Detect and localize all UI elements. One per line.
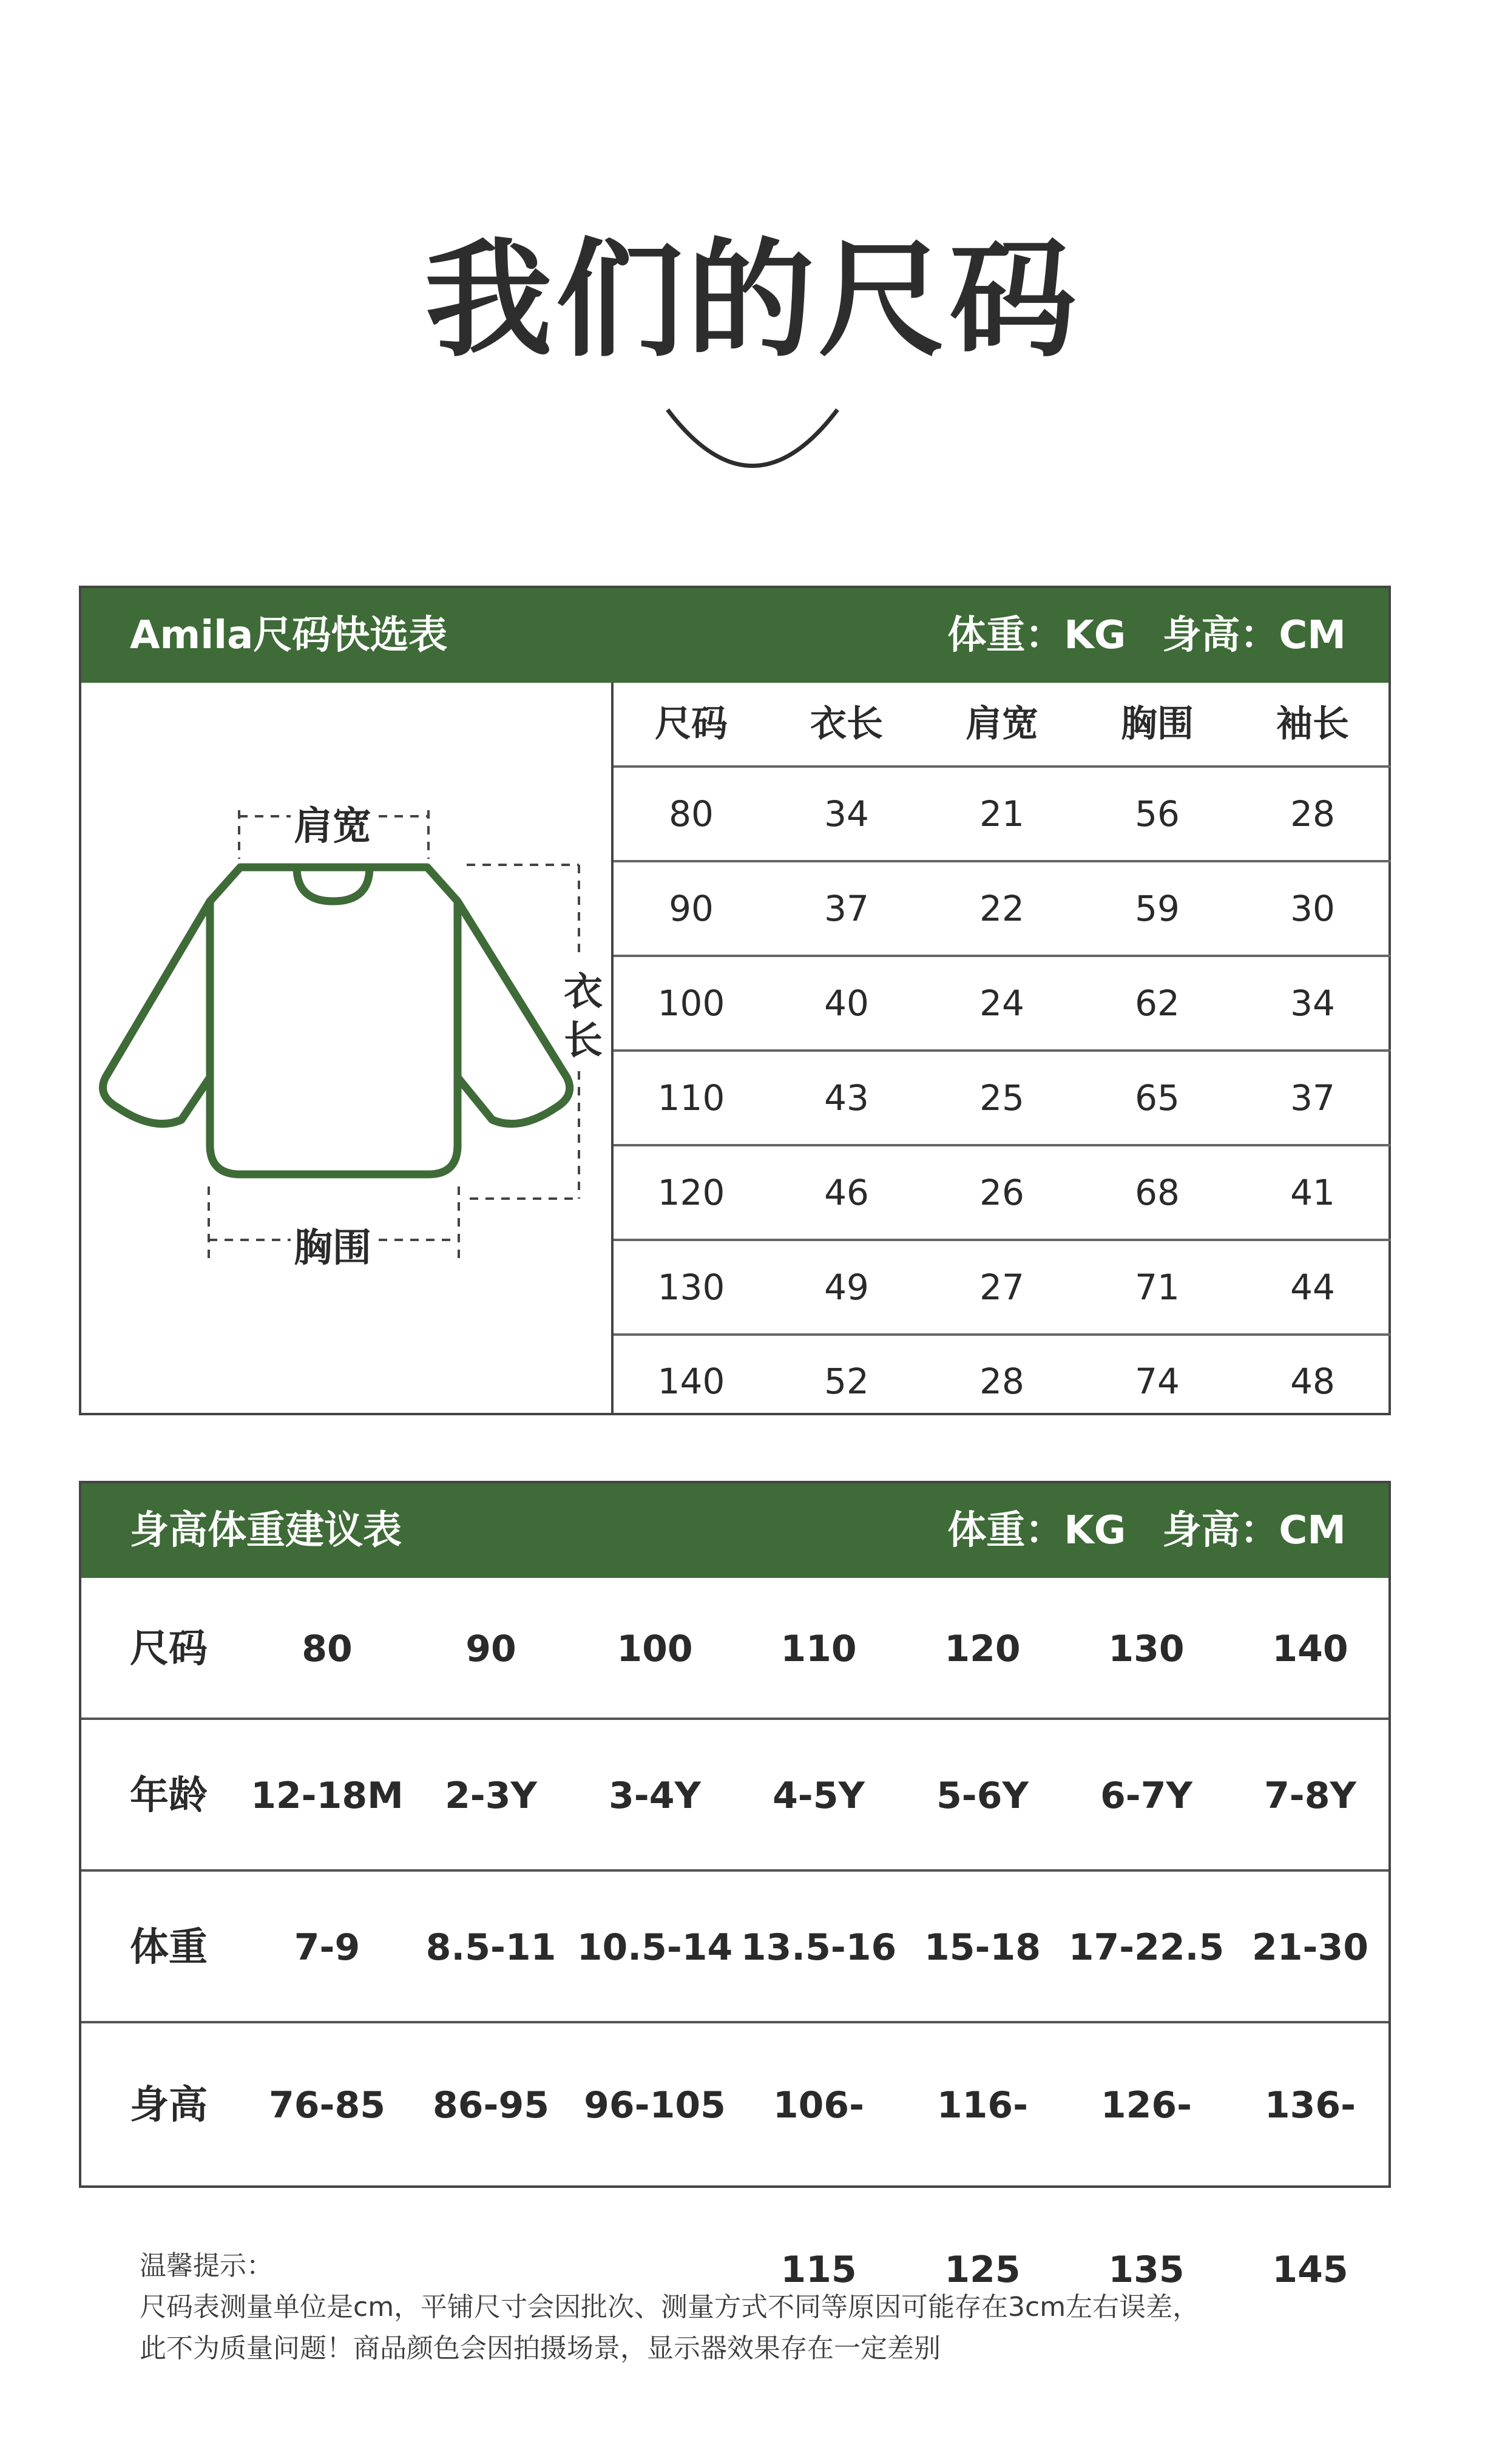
table-cell: 4-5Y: [773, 1775, 865, 1817]
column-header: 衣长: [810, 703, 883, 745]
age-row: [81, 1720, 1388, 1872]
row-label: 尺码: [130, 1626, 208, 1671]
column-header: 尺码: [655, 703, 728, 745]
table-cell: 62: [1135, 983, 1180, 1024]
table-cell: 130: [657, 1267, 725, 1308]
table-cell: 140: [1272, 1628, 1348, 1670]
weight-unit: 体重：KG: [947, 613, 1126, 658]
garment-diagram: [81, 683, 614, 1415]
table-cell: 106-115: [773, 2084, 865, 2291]
table-cell: 120: [657, 1172, 725, 1213]
table-cell: 68: [1135, 1172, 1180, 1213]
table-cell: 2-3Y: [445, 1775, 537, 1817]
column-header: 袖长: [1276, 703, 1349, 745]
table-cell: 21-30: [1252, 1926, 1368, 1969]
table-cell: 30: [1290, 888, 1335, 929]
table-cell: 25: [979, 1077, 1024, 1119]
row-label: 体重: [130, 1925, 208, 1970]
table-cell: 100: [657, 983, 725, 1024]
page-title: 我们的尺码: [424, 226, 1080, 374]
size-chart-units: [911, 588, 1346, 683]
table-cell: 41: [1290, 1172, 1335, 1213]
table-cell: 3-4Y: [609, 1775, 701, 1817]
table-cell: 110: [657, 1077, 725, 1119]
table-cell: 80: [669, 793, 714, 834]
notice: [140, 2246, 1414, 2369]
shirt-icon: [81, 683, 614, 1415]
table-cell: 28: [1290, 793, 1335, 834]
table-cell: 6-7Y: [1100, 1775, 1192, 1817]
table-row: [614, 1052, 1391, 1146]
table-cell: 46: [824, 1172, 869, 1213]
table-cell: 26: [979, 1172, 1024, 1213]
table-row: [614, 1146, 1391, 1241]
weight-row: [81, 1872, 1388, 2023]
table-cell: 110: [780, 1628, 857, 1670]
table-cell: 126-135: [1100, 2084, 1192, 2291]
table-cell: 76-85: [269, 2084, 385, 2127]
table-cell: 52: [824, 1361, 869, 1402]
table-cell: 136-145: [1264, 2084, 1356, 2291]
table-row: [614, 862, 1391, 957]
height-unit: 身高：CM: [1162, 1508, 1346, 1553]
column-header: 肩宽: [966, 703, 1038, 745]
table-cell: 130: [1108, 1628, 1185, 1670]
table-cell: 71: [1135, 1267, 1180, 1308]
row-label: 年龄: [130, 1773, 208, 1818]
table-cell: 22: [979, 888, 1024, 929]
notice-line: 此不为质量问题！商品颜色会因拍摄场景，显示器效果存在一定差别: [140, 2333, 941, 2364]
table-cell: 8.5-11: [425, 1926, 556, 1969]
table-cell: 96-105: [584, 2084, 726, 2127]
table-cell: 74: [1135, 1361, 1180, 1402]
chest-label: 胸围: [294, 1226, 371, 1271]
table-cell: 43: [824, 1077, 869, 1119]
table-cell: 56: [1135, 793, 1180, 834]
table-cell: 86-95: [433, 2084, 549, 2127]
size-table-header: [614, 683, 1391, 768]
table-cell: 120: [944, 1628, 1021, 1670]
table-cell: 28: [979, 1361, 1024, 1402]
notice-heading: 温馨提示：: [140, 2250, 273, 2281]
table-cell: 37: [1290, 1077, 1335, 1119]
table-cell: 90: [465, 1628, 516, 1670]
table-row: [614, 1336, 1391, 1415]
table-row: [614, 768, 1391, 862]
size-chart-title: Amila尺码快选表: [130, 613, 448, 658]
size-table: [614, 683, 1391, 1415]
table-cell: 90: [669, 888, 714, 929]
table-cell: 34: [1290, 983, 1335, 1024]
table-cell: 12-18M: [251, 1775, 404, 1817]
table-cell: 80: [302, 1628, 353, 1670]
table-cell: 49: [824, 1267, 869, 1308]
height-unit: 身高：CM: [1162, 613, 1346, 658]
size-chart-header: [81, 588, 1388, 683]
table-cell: 59: [1135, 888, 1180, 929]
table-cell: 13.5-16: [740, 1926, 897, 1969]
table-cell: 10.5-14: [577, 1926, 733, 1969]
table-cell: 7-9: [294, 1926, 360, 1969]
row-label: 身高: [130, 2083, 208, 2128]
table-cell: 100: [617, 1628, 693, 1670]
table-cell: 15-18: [924, 1926, 1041, 1969]
table-cell: 116-125: [936, 2084, 1029, 2291]
notice-line: 尺码表测量单位是cm，平铺尺寸会因批次、测量方式不同等原因可能存在3cm左右误差，: [140, 2292, 1200, 2323]
table-cell: 65: [1135, 1077, 1180, 1119]
table-row: [614, 1241, 1391, 1336]
size-row: [81, 1578, 1388, 1720]
recommendation-units: [911, 1483, 1346, 1578]
table-cell: 24: [979, 983, 1024, 1024]
weight-unit: 体重：KG: [947, 1508, 1126, 1553]
title-arc-decoration: [658, 401, 847, 479]
table-cell: 21: [979, 793, 1024, 834]
size-chart-panel: [79, 586, 1391, 1415]
table-cell: 40: [824, 983, 869, 1024]
table-cell: 7-8Y: [1264, 1775, 1356, 1817]
recommendation-title: 身高体重建议表: [130, 1508, 402, 1553]
length-label: 衣长: [564, 970, 603, 1063]
table-cell: 140: [657, 1361, 725, 1402]
table-cell: 44: [1290, 1267, 1335, 1308]
table-row: [614, 957, 1391, 1052]
table-cell: 37: [824, 888, 869, 929]
table-cell: 5-6Y: [936, 1775, 1029, 1817]
table-cell: 27: [979, 1267, 1024, 1308]
table-cell: 17-22.5: [1068, 1926, 1225, 1969]
recommendation-header: [81, 1483, 1388, 1578]
column-header: 胸围: [1121, 703, 1194, 745]
table-cell: 34: [824, 793, 869, 834]
table-cell: 48: [1290, 1361, 1335, 1402]
shoulder-label: 肩宽: [294, 804, 371, 849]
